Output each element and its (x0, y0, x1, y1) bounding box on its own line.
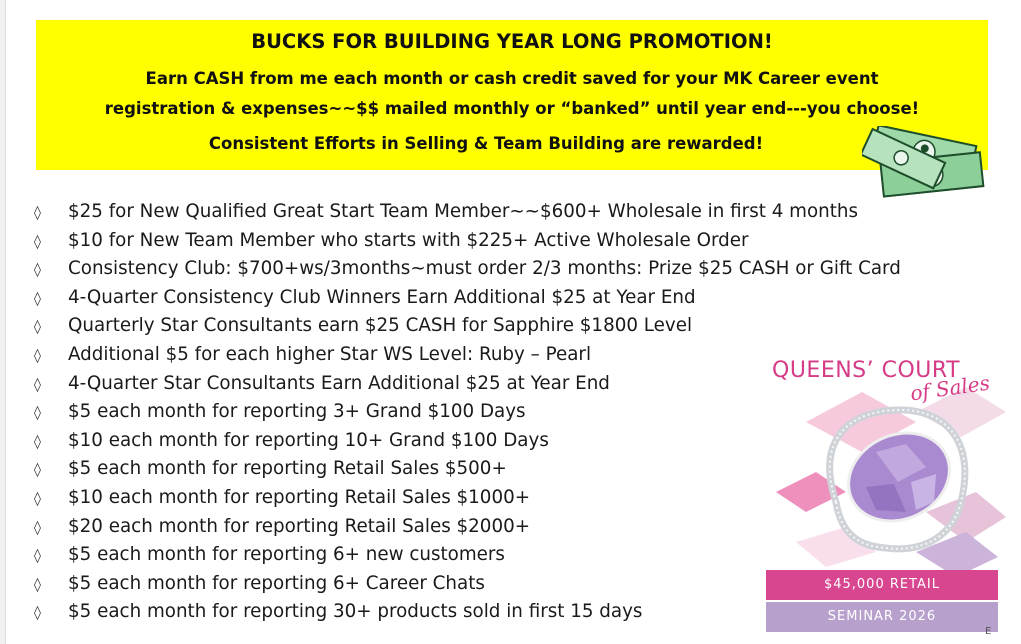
list-item-text: $5 each month for reporting 6+ new customers (68, 544, 505, 566)
seminar-band: SEMINAR 2026 (766, 602, 998, 632)
list-item-text: $5 each month for reporting 6+ Career Chats (68, 572, 485, 594)
diamond-bullet-icon: ◊ (34, 376, 41, 393)
list-item-text: $25 for New Qualified Great Start Team Member~~$600+ Wholesale in first 4 months (68, 201, 858, 222)
banner-line-3: Consistent Efforts in Selling & Team Building are rewarded! (208, 134, 764, 153)
promotion-banner (36, 20, 988, 170)
list-item-text: 4-Quarter Star Consultants Earn Additional $25 at Year End (68, 372, 610, 394)
diamond-bullet-icon: ◊ (34, 233, 41, 250)
banner-line-2: registration & expenses~~$$ mailed monthly or “banked” until year end---you choose! (104, 99, 920, 118)
money-stack-image (862, 126, 990, 198)
list-item-text: $10 for New Team Member who starts with $225+ Active Wholesale Order (68, 229, 749, 251)
list-item (34, 312, 901, 341)
diamond-bullet-icon: ◊ (34, 605, 41, 622)
list-item (34, 227, 901, 256)
queens-court-subtitle: of Sales (908, 370, 992, 406)
list-item-text: $20 each month for reporting Retail Sales $2000+ (68, 515, 531, 537)
list-item-text: $5 each month for reporting 3+ Grand $100 Days (68, 401, 526, 423)
list-item-text: $5 each month for reporting 30+ products sold in first 15 days (68, 601, 643, 623)
diamond-bullet-icon: ◊ (34, 319, 41, 336)
diamond-bullet-icon: ◊ (34, 205, 41, 221)
list-item (34, 255, 901, 284)
retail-band: $45,000 RETAIL (766, 570, 998, 600)
list-item-text: Consistency Club: $700+ws/3months~must order 2/3 months: Prize $25 CASH or Gift Card (68, 258, 901, 280)
diamond-bullet-icon: ◊ (34, 462, 41, 479)
diamond-bullet-icon: ◊ (34, 433, 41, 450)
diamond-bullet-icon: ◊ (34, 490, 41, 507)
list-item-text: $10 each month for reporting Retail Sales $1000+ (68, 486, 531, 508)
list-item-text: $10 each month for reporting 10+ Grand $100 Days (68, 429, 549, 451)
corner-mark: E (985, 626, 992, 637)
list-item-text: 4-Quarter Consistency Club Winners Earn Additional $25 at Year End (68, 286, 696, 308)
list-item (34, 284, 901, 313)
diamond-bullet-icon: ◊ (34, 576, 41, 593)
diamond-bullet-icon: ◊ (34, 347, 41, 364)
list-item-text: Quarterly Star Consultants earn $25 CASH for Sapphire $1800 Level (68, 315, 693, 337)
banner-line-1: Earn CASH from me each month or cash credit saved for your MK Career event (145, 69, 879, 88)
banner-title: BUCKS FOR BUILDING YEAR LONG PROMOTION! (251, 30, 773, 53)
list-item-text: Additional $5 for each higher Star WS Level: Ruby – Pearl (68, 343, 592, 365)
list-item (34, 198, 901, 227)
queens-court-image (766, 352, 1006, 636)
list-item-text: $5 each month for reporting Retail Sales $500+ (68, 458, 507, 480)
left-edge-strip (0, 0, 6, 644)
diamond-bullet-icon: ◊ (34, 290, 41, 307)
diamond-bullet-icon: ◊ (34, 548, 41, 565)
diamond-bullet-icon: ◊ (34, 262, 41, 279)
diamond-bullet-icon: ◊ (34, 519, 41, 536)
queens-court-title: QUEENS’ COURT (772, 358, 961, 383)
diamond-bullet-icon: ◊ (34, 405, 41, 422)
